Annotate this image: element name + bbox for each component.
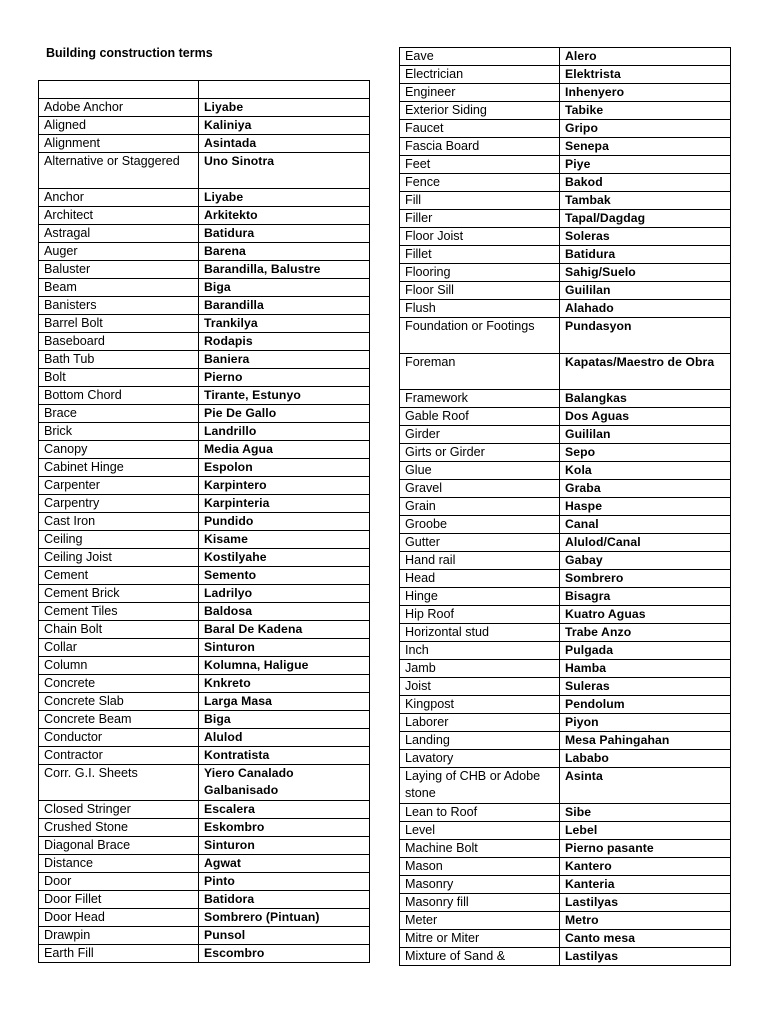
english-term-cell: Barrel Bolt (39, 315, 199, 333)
table-row (400, 552, 731, 570)
table-row (39, 225, 370, 243)
tagalog-term-cell: Canto mesa (560, 930, 731, 948)
table-row (400, 84, 731, 102)
table-row (400, 660, 731, 678)
tagalog-term-cell: Kisame (199, 531, 370, 549)
english-term-cell: Baluster (39, 261, 199, 279)
english-term-cell: Foundation or Footings (400, 318, 560, 354)
english-term-cell: Cement Brick (39, 585, 199, 603)
tagalog-term-cell: Barena (199, 243, 370, 261)
english-term-cell: Lavatory (400, 750, 560, 768)
english-term-cell: Hinge (400, 588, 560, 606)
english-term-cell: Feet (400, 156, 560, 174)
tagalog-term-cell: Kostilyahe (199, 549, 370, 567)
english-term-cell: Foreman (400, 354, 560, 390)
tagalog-term-cell: Baniera (199, 351, 370, 369)
english-term-cell: Landing (400, 732, 560, 750)
english-term-cell: Floor Sill (400, 282, 560, 300)
tagalog-term-cell: Semento (199, 567, 370, 585)
table-row (39, 135, 370, 153)
english-term-cell: Fill (400, 192, 560, 210)
english-term-cell: Chain Bolt (39, 621, 199, 639)
tagalog-term-cell: Sahig/Suelo (560, 264, 731, 282)
english-term-cell: Conductor (39, 729, 199, 747)
table-row (39, 531, 370, 549)
tagalog-term-cell: Barandilla, Balustre (199, 261, 370, 279)
english-term-cell: Girder (400, 426, 560, 444)
tagalog-term-cell: Liyabe (199, 99, 370, 117)
terms-table-right (399, 47, 731, 966)
page-title: Building construction terms (46, 46, 213, 60)
english-term-cell: Baseboard (39, 333, 199, 351)
english-term-cell: Grain (400, 498, 560, 516)
table-row (39, 927, 370, 945)
english-term-cell: Laborer (400, 714, 560, 732)
tagalog-term-cell: Alulod (199, 729, 370, 747)
tagalog-term-cell: Tirante, Estunyo (199, 387, 370, 405)
english-term-cell: Floor Joist (400, 228, 560, 246)
table-row (39, 855, 370, 873)
english-term-cell: Drawpin (39, 927, 199, 945)
english-term-cell: Electrician (400, 66, 560, 84)
table-row (39, 117, 370, 135)
english-term-cell: Meter (400, 912, 560, 930)
table-row (39, 837, 370, 855)
english-term-cell: Fillet (400, 246, 560, 264)
tagalog-term-cell: Yiero Canalado Galbanisado (199, 765, 370, 801)
table-row (400, 516, 731, 534)
table-row (39, 747, 370, 765)
tagalog-term-cell: Gabay (560, 552, 731, 570)
tagalog-term-cell: Karpinteria (199, 495, 370, 513)
english-term-cell: Framework (400, 390, 560, 408)
tagalog-term-cell: Arkitekto (199, 207, 370, 225)
english-term-cell: Distance (39, 855, 199, 873)
english-term-cell: Filler (400, 210, 560, 228)
table-row (400, 246, 731, 264)
table-row (400, 300, 731, 318)
english-term-cell: Mixture of Sand & (400, 948, 560, 966)
tagalog-term-cell: Trankilya (199, 315, 370, 333)
tagalog-term-cell: Batidura (560, 246, 731, 264)
table-row (400, 588, 731, 606)
tagalog-term-cell: Trabe Anzo (560, 624, 731, 642)
table-row (39, 333, 370, 351)
english-term-cell: Faucet (400, 120, 560, 138)
table-row (39, 801, 370, 819)
english-term-cell: Alignment (39, 135, 199, 153)
tagalog-term-cell: Lastilyas (560, 894, 731, 912)
tagalog-term-cell: Espolon (199, 459, 370, 477)
english-term-cell: Laying of CHB or Adobe stone (400, 768, 560, 804)
english-term-cell: Collar (39, 639, 199, 657)
tagalog-term-cell: Batidora (199, 891, 370, 909)
table-row (39, 693, 370, 711)
tagalog-term-cell: Pundasyon (560, 318, 731, 354)
english-term-cell: Canopy (39, 441, 199, 459)
tagalog-term-cell: Sepo (560, 444, 731, 462)
table-row (400, 318, 731, 354)
table-row (400, 480, 731, 498)
english-term-cell: Lean to Roof (400, 804, 560, 822)
english-term-cell: Door Head (39, 909, 199, 927)
table-row (39, 495, 370, 513)
table-row (400, 750, 731, 768)
table-row (39, 207, 370, 225)
table-row (400, 840, 731, 858)
english-term-cell: Concrete Slab (39, 693, 199, 711)
table-row (400, 498, 731, 516)
table-row (400, 228, 731, 246)
tagalog-term-cell: Pundido (199, 513, 370, 531)
tagalog-term-cell: Liyabe (199, 189, 370, 207)
english-term-cell: Head (400, 570, 560, 588)
tagalog-term-cell: Kanteria (560, 876, 731, 894)
table-row (39, 423, 370, 441)
table-row (39, 279, 370, 297)
table-row (400, 930, 731, 948)
table-row (400, 696, 731, 714)
table-row (400, 534, 731, 552)
english-term-cell: Gravel (400, 480, 560, 498)
english-term-cell: Eave (400, 48, 560, 66)
tagalog-term-cell: Alulod/Canal (560, 534, 731, 552)
table-row (39, 369, 370, 387)
tagalog-term-cell: Sinturon (199, 837, 370, 855)
english-term-cell: Girts or Girder (400, 444, 560, 462)
tagalog-term-cell: Inhenyero (560, 84, 731, 102)
table-row (39, 153, 370, 189)
english-term-cell: Kingpost (400, 696, 560, 714)
tagalog-term-cell: Soleras (560, 228, 731, 246)
tagalog-term-cell: Pulgada (560, 642, 731, 660)
tagalog-term-cell: Balangkas (560, 390, 731, 408)
tagalog-term-cell: Tambak (560, 192, 731, 210)
table-row (400, 912, 731, 930)
table-row (400, 66, 731, 84)
table-row (400, 714, 731, 732)
table-row (400, 354, 731, 390)
tagalog-term-cell: Batidura (199, 225, 370, 243)
table-row (39, 891, 370, 909)
english-term-cell: Masonry fill (400, 894, 560, 912)
table-row (39, 315, 370, 333)
tagalog-term-cell: Media Agua (199, 441, 370, 459)
english-term-cell: Auger (39, 243, 199, 261)
english-term-cell: Architect (39, 207, 199, 225)
tagalog-term-cell: Kantero (560, 858, 731, 876)
english-term-cell: Column (39, 657, 199, 675)
english-term-cell: Cement Tiles (39, 603, 199, 621)
tagalog-term-cell: Tapal/Dagdag (560, 210, 731, 228)
tagalog-term-cell: Piye (560, 156, 731, 174)
tagalog-term-cell: Rodapis (199, 333, 370, 351)
tagalog-term-cell: Kaliniya (199, 117, 370, 135)
tagalog-term-cell: Ladrilyo (199, 585, 370, 603)
table-row (39, 405, 370, 423)
english-term-cell: Gutter (400, 534, 560, 552)
tagalog-term-cell: Hamba (560, 660, 731, 678)
table-row (400, 48, 731, 66)
table-row (400, 138, 731, 156)
table-row (400, 948, 731, 966)
tagalog-term-cell: Barandilla (199, 297, 370, 315)
table-row (400, 174, 731, 192)
tagalog-term-cell: Sombrero (Pintuan) (199, 909, 370, 927)
table-row (39, 99, 370, 117)
tagalog-term-cell (199, 81, 370, 99)
english-term-cell: Anchor (39, 189, 199, 207)
tagalog-term-cell: Larga Masa (199, 693, 370, 711)
table-row (400, 408, 731, 426)
table-row (400, 876, 731, 894)
table-row (400, 678, 731, 696)
table-row (400, 804, 731, 822)
table-row (39, 639, 370, 657)
tagalog-term-cell: Biga (199, 279, 370, 297)
tagalog-term-cell: Sinturon (199, 639, 370, 657)
english-term-cell: Banisters (39, 297, 199, 315)
table-row (39, 621, 370, 639)
tagalog-term-cell: Kuatro Aguas (560, 606, 731, 624)
tagalog-term-cell: Guililan (560, 426, 731, 444)
tagalog-term-cell: Asinta (560, 768, 731, 804)
tagalog-term-cell: Escalera (199, 801, 370, 819)
tagalog-term-cell: Dos Aguas (560, 408, 731, 426)
tagalog-term-cell: Tabike (560, 102, 731, 120)
table-row (39, 261, 370, 279)
tagalog-term-cell: Senepa (560, 138, 731, 156)
tagalog-term-cell: Canal (560, 516, 731, 534)
tagalog-term-cell: Pierno pasante (560, 840, 731, 858)
table-row (400, 210, 731, 228)
tagalog-term-cell: Graba (560, 480, 731, 498)
english-term-cell: Hip Roof (400, 606, 560, 624)
table-row (400, 282, 731, 300)
english-term-cell: Masonry (400, 876, 560, 894)
table-row (400, 768, 731, 804)
table-row (39, 909, 370, 927)
english-term-cell: Alternative or Staggered (39, 153, 199, 189)
english-term-cell: Bottom Chord (39, 387, 199, 405)
english-term-cell: Flooring (400, 264, 560, 282)
tagalog-term-cell: Agwat (199, 855, 370, 873)
tagalog-term-cell: Kapatas/Maestro de Obra (560, 354, 731, 390)
tagalog-term-cell: Haspe (560, 498, 731, 516)
english-term-cell: Bolt (39, 369, 199, 387)
tagalog-term-cell: Piyon (560, 714, 731, 732)
tagalog-term-cell: Asintada (199, 135, 370, 153)
english-term-cell: Earth Fill (39, 945, 199, 963)
tagalog-term-cell: Baral De Kadena (199, 621, 370, 639)
english-term-cell: Beam (39, 279, 199, 297)
tagalog-term-cell: Lababo (560, 750, 731, 768)
english-term-cell: Inch (400, 642, 560, 660)
tagalog-term-cell: Suleras (560, 678, 731, 696)
tagalog-term-cell: Uno Sinotra (199, 153, 370, 189)
tagalog-term-cell: Sombrero (560, 570, 731, 588)
table-row (39, 243, 370, 261)
tagalog-term-cell: Pinto (199, 873, 370, 891)
table-row (400, 192, 731, 210)
english-term-cell: Astragal (39, 225, 199, 243)
tagalog-term-cell: Alahado (560, 300, 731, 318)
table-row-blank (39, 81, 370, 99)
table-row (39, 513, 370, 531)
english-term-cell: Hand rail (400, 552, 560, 570)
tagalog-term-cell: Kontratista (199, 747, 370, 765)
table-row (400, 390, 731, 408)
tagalog-term-cell: Kolumna, Haligue (199, 657, 370, 675)
table-row (400, 102, 731, 120)
english-term-cell: Flush (400, 300, 560, 318)
english-term-cell: Exterior Siding (400, 102, 560, 120)
english-term-cell: Carpenter (39, 477, 199, 495)
table-row (39, 477, 370, 495)
english-term-cell: Engineer (400, 84, 560, 102)
tagalog-term-cell: Lastilyas (560, 948, 731, 966)
english-term-cell: Mitre or Miter (400, 930, 560, 948)
table-row (400, 732, 731, 750)
english-term-cell: Mason (400, 858, 560, 876)
table-row (39, 729, 370, 747)
tagalog-term-cell: Sibe (560, 804, 731, 822)
english-term-cell: Crushed Stone (39, 819, 199, 837)
english-term-cell: Horizontal stud (400, 624, 560, 642)
english-term-cell: Machine Bolt (400, 840, 560, 858)
english-term-cell: Corr. G.I. Sheets (39, 765, 199, 801)
english-term-cell: Cast Iron (39, 513, 199, 531)
english-term-cell: Fence (400, 174, 560, 192)
tagalog-term-cell: Karpintero (199, 477, 370, 495)
tagalog-term-cell: Biga (199, 711, 370, 729)
tagalog-term-cell: Alero (560, 48, 731, 66)
tagalog-term-cell: Guililan (560, 282, 731, 300)
table-row (400, 426, 731, 444)
english-term-cell: Concrete Beam (39, 711, 199, 729)
english-term-cell: Bath Tub (39, 351, 199, 369)
tagalog-term-cell: Mesa Pahingahan (560, 732, 731, 750)
tagalog-term-cell: Pie De Gallo (199, 405, 370, 423)
terms-table-left-body (39, 81, 370, 963)
tagalog-term-cell: Gripo (560, 120, 731, 138)
english-term-cell: Cabinet Hinge (39, 459, 199, 477)
table-row (39, 567, 370, 585)
english-term-cell: Concrete (39, 675, 199, 693)
english-term-cell: Door Fillet (39, 891, 199, 909)
tagalog-term-cell: Pierno (199, 369, 370, 387)
english-term-cell: Gable Roof (400, 408, 560, 426)
table-row (400, 570, 731, 588)
terms-table-left (38, 80, 370, 963)
tagalog-term-cell: Knkreto (199, 675, 370, 693)
table-row (39, 711, 370, 729)
tagalog-term-cell: Eskombro (199, 819, 370, 837)
tagalog-term-cell: Punsol (199, 927, 370, 945)
table-row (39, 675, 370, 693)
table-row (39, 549, 370, 567)
table-row (400, 624, 731, 642)
table-row (39, 603, 370, 621)
table-row (39, 387, 370, 405)
table-row (400, 894, 731, 912)
english-term-cell: Door (39, 873, 199, 891)
table-row (400, 264, 731, 282)
english-term-cell: Level (400, 822, 560, 840)
table-row (39, 819, 370, 837)
english-term-cell: Cement (39, 567, 199, 585)
table-row (39, 441, 370, 459)
tagalog-term-cell: Bakod (560, 174, 731, 192)
table-row (400, 462, 731, 480)
tagalog-term-cell: Elektrista (560, 66, 731, 84)
english-term-cell: Ceiling Joist (39, 549, 199, 567)
table-row (400, 606, 731, 624)
table-row (39, 873, 370, 891)
table-row (39, 657, 370, 675)
table-row (39, 297, 370, 315)
english-term-cell: Groobe (400, 516, 560, 534)
english-term-cell: Brick (39, 423, 199, 441)
table-row (400, 444, 731, 462)
english-term-cell: Ceiling (39, 531, 199, 549)
english-term-cell: Aligned (39, 117, 199, 135)
english-term-cell: Contractor (39, 747, 199, 765)
tagalog-term-cell: Kola (560, 462, 731, 480)
table-row (400, 642, 731, 660)
english-term-cell: Carpentry (39, 495, 199, 513)
table-row (39, 945, 370, 963)
tagalog-term-cell: Baldosa (199, 603, 370, 621)
english-term-cell: Adobe Anchor (39, 99, 199, 117)
table-row (39, 459, 370, 477)
english-term-cell: Brace (39, 405, 199, 423)
english-term-cell: Joist (400, 678, 560, 696)
table-row (39, 765, 370, 801)
tagalog-term-cell: Metro (560, 912, 731, 930)
table-row (39, 585, 370, 603)
english-term-cell: Glue (400, 462, 560, 480)
table-row (400, 156, 731, 174)
tagalog-term-cell: Escombro (199, 945, 370, 963)
english-term-cell: Diagonal Brace (39, 837, 199, 855)
tagalog-term-cell: Pendolum (560, 696, 731, 714)
table-row (39, 189, 370, 207)
english-term-cell (39, 81, 199, 99)
table-row (400, 858, 731, 876)
english-term-cell: Closed Stringer (39, 801, 199, 819)
table-row (39, 351, 370, 369)
tagalog-term-cell: Lebel (560, 822, 731, 840)
terms-table-right-body (400, 48, 731, 966)
tagalog-term-cell: Bisagra (560, 588, 731, 606)
tagalog-term-cell: Landrillo (199, 423, 370, 441)
english-term-cell: Fascia Board (400, 138, 560, 156)
table-row (400, 822, 731, 840)
table-row (400, 120, 731, 138)
english-term-cell: Jamb (400, 660, 560, 678)
